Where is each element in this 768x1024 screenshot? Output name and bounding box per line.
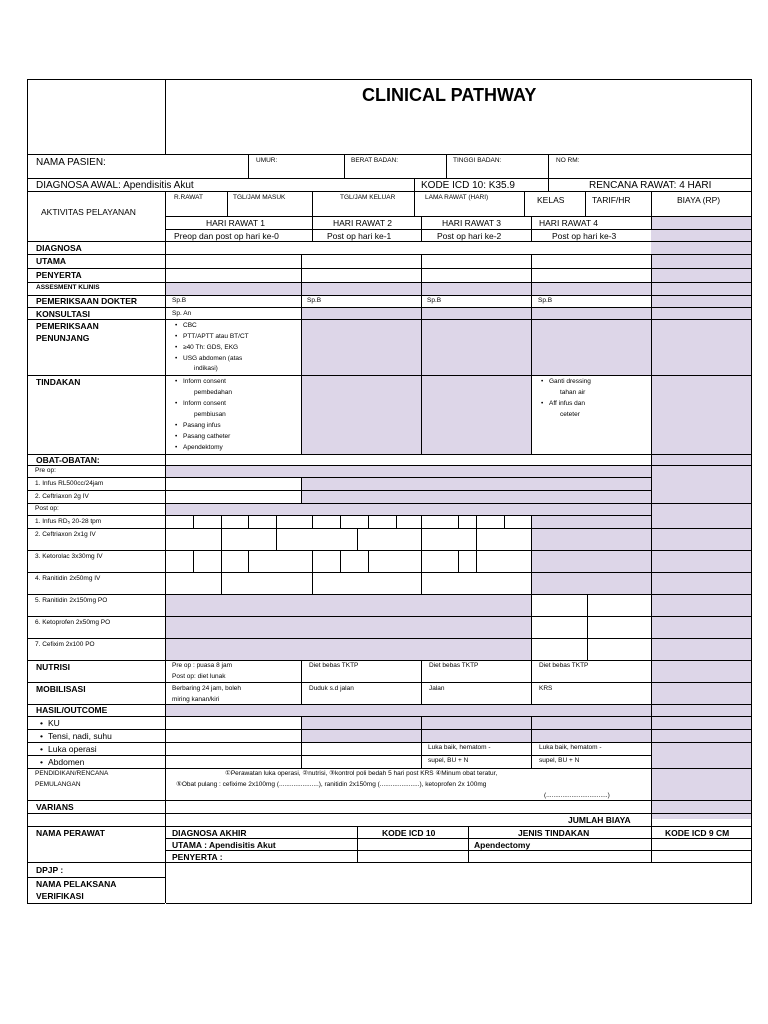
biaya-label: BIAYA (RP) bbox=[677, 195, 721, 205]
nutrisi-day3: Diet bebas TKTP bbox=[429, 662, 479, 669]
rule bbox=[446, 154, 447, 178]
education-line-1: ①Perawatan luka operasi, ②nutrisi, ③kontrol poli bedah 5 hari post KRS ④Minum obat teratur, bbox=[225, 770, 498, 777]
jenis-tindakan-label: JENIS TINDAKAN bbox=[518, 828, 590, 838]
rule bbox=[312, 216, 313, 242]
penunjang-label-2: PENUNJANG bbox=[36, 333, 90, 343]
rule bbox=[27, 742, 751, 743]
rule bbox=[27, 862, 751, 863]
rule bbox=[421, 572, 422, 594]
rule bbox=[166, 838, 751, 839]
rule bbox=[531, 515, 532, 528]
rule bbox=[458, 515, 459, 528]
rule bbox=[27, 454, 751, 455]
rule bbox=[27, 515, 651, 516]
shaded-tindakan bbox=[301, 375, 531, 454]
activities-heading: AKTIVITAS PELAYANAN bbox=[41, 207, 136, 217]
day-2-sub: Post op hari ke-1 bbox=[327, 231, 392, 241]
rule bbox=[27, 79, 28, 904]
outcome-item: • Tensi, nadi, suhu bbox=[48, 732, 112, 741]
post-op-drug-3: 3. Ketorolac 3x30mg IV bbox=[35, 553, 103, 560]
rule bbox=[396, 515, 397, 528]
rule bbox=[27, 254, 751, 255]
rule bbox=[276, 528, 277, 550]
rule bbox=[27, 877, 165, 878]
penunjang-item: • PTT/APTT atau BT/CT bbox=[183, 334, 249, 341]
rule bbox=[27, 490, 651, 491]
rule bbox=[421, 515, 422, 528]
tgl-masuk-label: TGL/JAM MASUK bbox=[233, 194, 286, 201]
day-4-sub: Post op hari ke-3 bbox=[552, 231, 617, 241]
rule bbox=[651, 254, 652, 826]
rule bbox=[27, 638, 751, 639]
rule bbox=[357, 528, 358, 550]
rule bbox=[248, 154, 249, 178]
day-3-label: HARI RAWAT 3 bbox=[442, 218, 502, 228]
rule bbox=[166, 229, 751, 230]
rule bbox=[27, 768, 751, 769]
rule bbox=[458, 550, 459, 572]
rule bbox=[421, 216, 422, 242]
rule bbox=[476, 550, 477, 572]
kode-icd10-label: KODE ICD 10 bbox=[382, 828, 436, 838]
page-title: CLINICAL PATHWAY bbox=[362, 85, 537, 105]
dpjp-label: DPJP : bbox=[36, 865, 64, 875]
rule bbox=[221, 515, 222, 528]
luka-day3-b: supel, BU + N bbox=[428, 757, 469, 764]
rule bbox=[221, 528, 222, 550]
rule bbox=[27, 319, 751, 320]
tindakan-item-cont: pembiusan bbox=[194, 411, 226, 418]
mobilisasi-day1-b: miring kanan/kiri bbox=[172, 696, 220, 703]
initial-diagnosis: DIAGNOSA AWAL: Apendisitis Akut bbox=[36, 180, 194, 191]
rule bbox=[531, 528, 532, 550]
shaded-postop-iv bbox=[531, 515, 651, 594]
rule bbox=[651, 191, 652, 229]
rule bbox=[312, 572, 313, 594]
kode-icd9-label: KODE ICD 9 CM bbox=[665, 828, 730, 838]
rule bbox=[421, 716, 422, 768]
rule bbox=[340, 550, 341, 572]
rule bbox=[27, 729, 751, 730]
rule bbox=[585, 191, 586, 216]
penunjang-item-cont: indikasi) bbox=[194, 365, 218, 372]
rule bbox=[27, 716, 751, 717]
pre-op-heading: Pre op: bbox=[35, 467, 56, 474]
diagnosa-heading: DIAGNOSA bbox=[36, 243, 82, 253]
tindakan-label: TINDAKAN bbox=[36, 377, 81, 387]
tindakan-item-cont: pembedahan bbox=[194, 389, 232, 396]
icd-code: KODE ICD 10: K35.9 bbox=[421, 180, 515, 191]
tindakan-day4-item-cont: tahan air bbox=[560, 389, 586, 396]
post-op-drug-1: 1. Infus RD₅ 20-28 tpm bbox=[35, 518, 102, 525]
nutrisi-day1-b: Post op: diet lunak bbox=[172, 673, 226, 680]
nutrisi-day2: Diet bebas TKTP bbox=[309, 662, 359, 669]
education-line-2: ⑤Obat pulang : cefixime 2x100mg (......................), ranitidin 2x150mg (......................), ketoprofen 2x 100mg bbox=[176, 781, 487, 788]
rule bbox=[548, 178, 549, 192]
tindakan-day4-item-cont: ceteter bbox=[560, 411, 580, 418]
tindakan-item: • Pasang catheter bbox=[183, 434, 230, 441]
varians-label: VARIANS bbox=[36, 802, 74, 812]
post-op-heading: Post op: bbox=[35, 505, 59, 512]
rule bbox=[421, 660, 422, 704]
procedure-name: Apendectomy bbox=[474, 840, 531, 850]
r-rawat-label: R.RAWAT bbox=[174, 194, 204, 201]
pendidikan-label-2: PEMULANGAN bbox=[35, 781, 81, 788]
rule bbox=[27, 477, 651, 478]
post-op-drug-5: 5. Ranitidin 2x150mg PO bbox=[35, 597, 108, 604]
rule bbox=[476, 515, 477, 528]
rule bbox=[166, 216, 751, 217]
rule bbox=[531, 254, 532, 454]
rule bbox=[248, 515, 249, 528]
rule bbox=[531, 550, 532, 572]
rule bbox=[27, 465, 751, 466]
rule bbox=[504, 515, 505, 528]
shaded-assesment-row bbox=[166, 283, 651, 295]
rule bbox=[27, 154, 751, 155]
rule bbox=[27, 79, 751, 80]
day-4-label: HARI RAWAT 4 bbox=[539, 218, 599, 228]
penunjang-item: • USG abdomen (atas bbox=[183, 356, 242, 363]
rule bbox=[248, 550, 249, 572]
post-op-drug-7: 7. Cefixim 2x100 PO bbox=[35, 641, 95, 648]
rule bbox=[165, 191, 166, 903]
rule bbox=[531, 216, 532, 242]
rule bbox=[751, 79, 752, 904]
shaded-postop-po bbox=[166, 594, 531, 661]
rule bbox=[27, 704, 751, 705]
shaded-preop-header bbox=[166, 465, 651, 477]
rule bbox=[165, 79, 166, 155]
rule bbox=[27, 813, 751, 814]
final-diagnosis-main: UTAMA : Apendisitis Akut bbox=[172, 840, 276, 850]
rule bbox=[27, 268, 751, 269]
tindakan-item: • Pasang infus bbox=[183, 423, 221, 430]
tgl-keluar-label: TGL/JAM KELUAR bbox=[340, 194, 396, 201]
consult-day1: Sp. An bbox=[172, 310, 192, 317]
day-1-label: HARI RAWAT 1 bbox=[206, 218, 266, 228]
rule bbox=[301, 660, 302, 704]
penunjang-item: • ≥40 Th: GDS, EKG bbox=[183, 345, 238, 352]
assesment-heading: ASSESMENT KLINIS bbox=[36, 284, 100, 291]
age-label: UMUR: bbox=[256, 157, 278, 164]
rule bbox=[301, 477, 302, 503]
konsultasi-label: KONSULTASI bbox=[36, 309, 90, 319]
luka-day3-a: Luka baik, hematom - bbox=[428, 744, 491, 751]
day-1-sub: Preop dan post op hari ke-0 bbox=[174, 231, 279, 241]
weight-label: BERAT BADAN: bbox=[351, 157, 399, 164]
final-diagnosis-penyerta: PENYERTA : bbox=[172, 852, 223, 862]
rule bbox=[27, 282, 751, 283]
rule bbox=[344, 154, 345, 178]
pre-op-drug-1: 1. Infus RL500cc/24jam bbox=[35, 480, 104, 487]
day-3-sub: Post op hari ke-2 bbox=[437, 231, 502, 241]
rule bbox=[357, 826, 358, 863]
rule bbox=[27, 375, 751, 376]
hasil-heading: HASIL/OUTCOME bbox=[36, 705, 108, 715]
rule bbox=[312, 191, 313, 216]
pemeriksaan-dokter-label: PEMERIKSAAN DOKTER bbox=[36, 296, 138, 306]
shaded-hasil-row bbox=[166, 704, 651, 716]
rule bbox=[476, 528, 477, 550]
rule bbox=[340, 515, 341, 528]
rule bbox=[27, 572, 751, 573]
tindakan-item: • Inform consent bbox=[183, 401, 226, 408]
rule bbox=[193, 550, 194, 572]
shaded-postop-header bbox=[166, 503, 651, 515]
pre-op-drug-2: 2. Ceftriaxon 2g IV bbox=[35, 493, 89, 500]
post-op-drug-6: 6. Ketoprofen 2x50mg PO bbox=[35, 619, 111, 626]
rule bbox=[27, 826, 751, 827]
doctor-day2: Sp.B bbox=[307, 297, 322, 304]
utama-label: UTAMA bbox=[36, 256, 67, 266]
shaded-penunjang bbox=[301, 319, 651, 375]
rule bbox=[312, 515, 313, 528]
doctor-day4: Sp.B bbox=[538, 297, 553, 304]
mobilisasi-day2: Duduk s.d jalan bbox=[309, 685, 354, 692]
obat-heading: OBAT-OBATAN: bbox=[36, 455, 100, 465]
doctor-day3: Sp.B bbox=[427, 297, 442, 304]
outcome-item: • Abdomen bbox=[48, 758, 84, 767]
mobilisasi-day1-a: Berbaring 24 jam, boleh bbox=[172, 685, 242, 692]
rule bbox=[524, 191, 525, 216]
rule bbox=[27, 903, 165, 904]
penyerta-label: PENYERTA bbox=[36, 270, 82, 280]
rule bbox=[312, 550, 313, 572]
rule bbox=[468, 826, 469, 863]
tindakan-item: • Inform consent bbox=[183, 379, 226, 386]
rule bbox=[27, 550, 751, 551]
education-line-3: (..................................) bbox=[544, 792, 610, 799]
rule bbox=[421, 550, 422, 572]
nutrisi-label: NUTRISI bbox=[36, 662, 70, 672]
rule bbox=[27, 682, 751, 683]
rule bbox=[227, 191, 228, 216]
rule bbox=[368, 550, 369, 572]
rule bbox=[276, 515, 277, 528]
rule bbox=[421, 528, 422, 550]
shaded-konsultasi bbox=[301, 307, 651, 319]
rule bbox=[651, 826, 652, 863]
mobilisasi-day4: KRS bbox=[539, 685, 553, 692]
post-op-drug-4: 4. Ranitidin 2x50mg IV bbox=[35, 575, 101, 582]
kelas-label: KELAS bbox=[537, 195, 565, 205]
post-op-drug-2: 2. Ceftriaxon 2x1g IV bbox=[35, 531, 96, 538]
rule bbox=[368, 515, 369, 528]
rule bbox=[27, 191, 751, 192]
rule bbox=[531, 594, 532, 661]
rule bbox=[27, 528, 751, 529]
rule bbox=[531, 716, 532, 768]
day-2-label: HARI RAWAT 2 bbox=[333, 218, 393, 228]
outcome-item: • Luka operasi bbox=[48, 745, 97, 754]
rule bbox=[587, 594, 588, 661]
rule bbox=[27, 503, 751, 504]
mobilisasi-day3: Jalan bbox=[429, 685, 445, 692]
rule bbox=[27, 594, 751, 595]
lama-rawat-label: LAMA RAWAT (HARI) bbox=[425, 194, 489, 201]
rule bbox=[531, 572, 532, 594]
diagnosa-akhir-label: DIAGNOSA AKHIR bbox=[172, 828, 247, 838]
nama-pelaksana-label: NAMA PELAKSANA bbox=[36, 879, 117, 889]
rule bbox=[27, 307, 751, 308]
care-plan: RENCANA RAWAT: 4 HARI bbox=[589, 180, 712, 191]
nutrisi-day1-a: Pre op : puasa 8 jam bbox=[172, 662, 232, 669]
rule bbox=[27, 660, 751, 661]
luka-day4-b: supel, BU + N bbox=[539, 757, 580, 764]
tindakan-day4-item: • Aff infus dan bbox=[549, 401, 585, 408]
rule bbox=[27, 800, 751, 801]
mobilisasi-label: MOBILISASI bbox=[36, 684, 86, 694]
rule bbox=[421, 254, 422, 454]
outcome-item: • KU bbox=[48, 719, 60, 728]
rule bbox=[193, 515, 194, 528]
rule bbox=[301, 716, 302, 768]
rule bbox=[27, 178, 751, 179]
rule bbox=[166, 850, 751, 851]
rule bbox=[414, 178, 415, 216]
doctor-day1: Sp.B bbox=[172, 297, 187, 304]
rule bbox=[221, 572, 222, 594]
rule bbox=[166, 903, 751, 904]
rule bbox=[531, 660, 532, 704]
rule bbox=[221, 550, 222, 572]
verifikasi-label: VERIFIKASI bbox=[36, 891, 84, 901]
rule bbox=[548, 154, 549, 178]
penunjang-item: • CBC bbox=[183, 323, 197, 330]
height-label: TINGGI BADAN: bbox=[453, 157, 502, 164]
tindakan-day4-item: • Ganti dressing bbox=[549, 379, 591, 386]
rule bbox=[27, 616, 751, 617]
tarif-label: TARIF/HR bbox=[592, 195, 631, 205]
luka-day4-a: Luka baik, hematom - bbox=[539, 744, 602, 751]
tindakan-item: • Apendektomy bbox=[183, 445, 223, 452]
rule bbox=[301, 254, 302, 454]
penunjang-label-1: PEMERIKSAAN bbox=[36, 321, 99, 331]
nama-perawat-label: NAMA PERAWAT bbox=[36, 828, 105, 838]
rm-label: NO RM: bbox=[556, 157, 580, 164]
nutrisi-day4: Diet bebas TKTP bbox=[539, 662, 589, 669]
pendidikan-label-1: PENDIDIKAN/RENCANA bbox=[35, 770, 109, 777]
rule bbox=[27, 241, 751, 242]
jumlah-biaya-label: JUMLAH BIAYA bbox=[568, 815, 631, 825]
patient-name-label: NAMA PASIEN: bbox=[36, 157, 106, 168]
rule bbox=[27, 755, 651, 756]
